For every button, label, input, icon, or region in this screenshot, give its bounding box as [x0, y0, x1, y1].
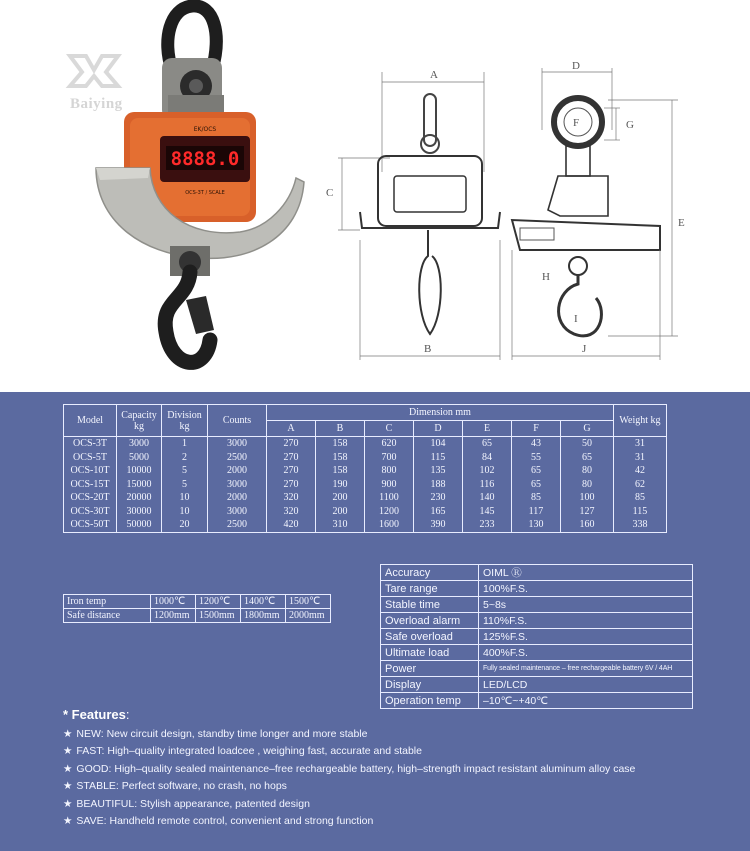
property-key: Operation temp: [381, 693, 479, 709]
table-cell: 116: [463, 478, 512, 492]
properties-table: [380, 564, 693, 709]
table-cell: 2: [162, 451, 208, 465]
dim-col-header: B: [316, 421, 365, 437]
iron-cell: 1800mm: [241, 609, 286, 623]
table-cell: 190: [316, 478, 365, 492]
dim-col-header: E: [463, 421, 512, 437]
table-cell: 338: [614, 518, 667, 532]
table-cell: 85: [614, 491, 667, 505]
property-value: 110%F.S.: [479, 613, 693, 629]
table-cell: 65: [512, 478, 561, 492]
table-cell: 85: [512, 491, 561, 505]
iron-cell: 1500℃: [286, 595, 331, 609]
table-cell: 50: [561, 437, 614, 451]
dim-label-b: B: [424, 343, 432, 355]
device-label-bottom: OCS-3T / SCALE: [185, 190, 225, 196]
property-row: [381, 581, 693, 597]
table-cell: 65: [512, 464, 561, 478]
table-cell: 200: [316, 505, 365, 519]
iron-cell: 1200mm: [151, 609, 196, 623]
table-cell: 188: [414, 478, 463, 492]
property-value: 400%F.S.: [479, 645, 693, 661]
property-row: [381, 693, 693, 709]
feature-text: High–quality integrated loadcee , weighing fast, accurate and stable: [107, 745, 422, 758]
star-icon: ★: [63, 745, 73, 758]
table-cell: 270: [267, 451, 316, 465]
feature-label: STABLE: [76, 780, 116, 793]
device-led-display: 8888.0: [170, 148, 240, 170]
table-cell: 20: [162, 518, 208, 532]
table-cell: OCS-20T: [64, 491, 117, 505]
iron-cell: 2000mm: [286, 609, 331, 623]
property-key: Tare range: [381, 581, 479, 597]
star-icon: ★: [63, 814, 73, 827]
table-cell: 1: [162, 437, 208, 451]
feature-text: Handheld remote control, convenient and strong function: [109, 814, 374, 827]
table-cell: OCS-3T: [64, 437, 117, 451]
table-cell: 50000: [117, 518, 162, 532]
table-row: [64, 505, 667, 519]
table-cell: 140: [463, 491, 512, 505]
table-cell: 62: [614, 478, 667, 492]
table-cell: 65: [463, 437, 512, 451]
table-cell: 2500: [208, 518, 267, 532]
feature-separator: :: [108, 762, 115, 775]
property-value: Fully sealed maintenance – free rechargeable battery 6V / 4AH: [479, 661, 693, 677]
table-cell: 270: [267, 464, 316, 478]
feature-separator: :: [134, 797, 141, 810]
property-value: 100%F.S.: [479, 581, 693, 597]
table-cell: 31: [614, 437, 667, 451]
crane-scale-photo: [0, 0, 320, 392]
col-counts: Counts: [208, 405, 267, 437]
star-icon: ★: [63, 797, 73, 810]
table-cell: 20000: [117, 491, 162, 505]
specification-panel: [0, 392, 750, 851]
table-cell: 310: [316, 518, 365, 532]
col-model: Model: [64, 405, 117, 437]
property-row: [381, 613, 693, 629]
table-cell: 233: [463, 518, 512, 532]
table-cell: 2000: [208, 464, 267, 478]
table-cell: 2000: [208, 491, 267, 505]
dim-col-header: G: [561, 421, 614, 437]
iron-cell: Iron temp: [64, 595, 151, 609]
dim-col-header: D: [414, 421, 463, 437]
table-cell: 5: [162, 464, 208, 478]
table-row: [64, 491, 667, 505]
iron-cell: 1200℃: [196, 595, 241, 609]
table-cell: 80: [561, 464, 614, 478]
property-key: Display: [381, 677, 479, 693]
device-label-top: EK/OCS: [193, 126, 217, 133]
table-cell: OCS-10T: [64, 464, 117, 478]
property-row: [381, 565, 693, 581]
table-cell: 30000: [117, 505, 162, 519]
property-key: Safe overload: [381, 629, 479, 645]
dim-label-h: H: [542, 271, 550, 283]
table-cell: 160: [561, 518, 614, 532]
side-view-diagram: [508, 60, 708, 360]
table-cell: 1100: [365, 491, 414, 505]
property-row: [381, 677, 693, 693]
table-cell: 620: [365, 437, 414, 451]
property-row: [381, 629, 693, 645]
dim-label-c: C: [326, 187, 334, 199]
table-cell: 1200: [365, 505, 414, 519]
feature-label: NEW: [76, 728, 101, 740]
feature-label: SAVE: [76, 814, 104, 827]
iron-cell: 1500mm: [196, 609, 241, 623]
property-value: 5~8s: [479, 597, 693, 613]
table-row: [64, 518, 667, 532]
iron-cell: Safe distance: [64, 609, 151, 623]
property-row: [381, 645, 693, 661]
dim-col-header: A: [267, 421, 316, 437]
table-cell: 100: [561, 491, 614, 505]
dim-label-i: I: [574, 313, 578, 325]
table-cell: 158: [316, 464, 365, 478]
feature-separator: :: [100, 728, 107, 740]
table-cell: 700: [365, 451, 414, 465]
iron-row: [64, 609, 331, 623]
spec-table-body: [64, 437, 667, 533]
star-icon: ★: [63, 762, 73, 775]
table-cell: 145: [463, 505, 512, 519]
table-cell: 117: [512, 505, 561, 519]
table-cell: 420: [267, 518, 316, 532]
watermark-text: Baiying: [70, 96, 123, 112]
table-cell: 31: [614, 451, 667, 465]
property-row: [381, 661, 693, 677]
property-value: OIML Ⓡ: [479, 565, 693, 581]
table-cell: 84: [463, 451, 512, 465]
feature-label: BEAUTIFUL: [76, 797, 135, 810]
property-key: Overload alarm: [381, 613, 479, 629]
property-key: Accuracy: [381, 565, 479, 581]
front-view-diagram: [320, 60, 510, 360]
table-cell: 900: [365, 478, 414, 492]
col-dimension: Dimension mm: [267, 405, 614, 421]
table-row: [64, 451, 667, 465]
table-cell: 320: [267, 505, 316, 519]
table-cell: 1600: [365, 518, 414, 532]
table-cell: 43: [512, 437, 561, 451]
table-cell: 102: [463, 464, 512, 478]
iron-temp-table: [63, 594, 331, 623]
dim-label-j: J: [582, 343, 587, 355]
table-cell: 3000: [117, 437, 162, 451]
table-cell: OCS-5T: [64, 451, 117, 465]
table-cell: 10: [162, 491, 208, 505]
feature-separator: :: [101, 745, 108, 758]
table-cell: 800: [365, 464, 414, 478]
table-row: [64, 478, 667, 492]
feature-label: GOOD: [76, 762, 109, 775]
star-icon: ★: [63, 780, 73, 793]
table-cell: 3000: [208, 505, 267, 519]
dim-label-d: D: [572, 60, 580, 72]
feature-text: New circuit design, standby time longer and more stable: [106, 728, 368, 740]
table-cell: OCS-30T: [64, 505, 117, 519]
star-icon: ★: [63, 728, 73, 740]
table-cell: 115: [414, 451, 463, 465]
feature-text: Stylish appearance, patented design: [140, 797, 310, 810]
feature-text: Perfect software, no crash, no hops: [121, 780, 287, 793]
table-cell: 158: [316, 437, 365, 451]
table-cell: OCS-50T: [64, 518, 117, 532]
dim-label-a: A: [430, 69, 438, 81]
iron-cell: 1000℃: [151, 595, 196, 609]
feature-item: [63, 726, 635, 743]
product-illustration-area: [0, 0, 750, 392]
iron-cell: 1400℃: [241, 595, 286, 609]
watermark-logo-icon: [64, 50, 144, 90]
table-cell: 10000: [117, 464, 162, 478]
feature-separator: :: [115, 780, 122, 793]
feature-text: High–quality sealed maintenance–free rechargeable battery, high–strength impact resistant aluminum alloy case: [114, 762, 636, 775]
feature-item: [63, 761, 635, 778]
features-title: * Features:: [63, 707, 130, 722]
table-cell: 10: [162, 505, 208, 519]
feature-separator: :: [103, 814, 110, 827]
table-cell: 3000: [208, 478, 267, 492]
table-cell: 3000: [208, 437, 267, 451]
feature-item: [63, 813, 635, 830]
iron-row: [64, 595, 331, 609]
table-cell: 320: [267, 491, 316, 505]
table-cell: 165: [414, 505, 463, 519]
table-cell: 65: [561, 451, 614, 465]
table-cell: 15000: [117, 478, 162, 492]
table-cell: 104: [414, 437, 463, 451]
col-division: Division kg: [162, 405, 208, 437]
table-cell: 230: [414, 491, 463, 505]
table-cell: 5: [162, 478, 208, 492]
dim-label-f: F: [573, 117, 580, 129]
table-row: [64, 437, 667, 451]
dim-label-e: E: [678, 217, 685, 229]
table-row: [64, 464, 667, 478]
table-cell: 55: [512, 451, 561, 465]
table-cell: 130: [512, 518, 561, 532]
feature-item: [63, 796, 635, 813]
table-cell: 42: [614, 464, 667, 478]
table-cell: 5000: [117, 451, 162, 465]
col-weight: Weight kg: [614, 405, 667, 437]
property-key: Stable time: [381, 597, 479, 613]
table-cell: OCS-15T: [64, 478, 117, 492]
property-value: 125%F.S.: [479, 629, 693, 645]
dim-col-header: C: [365, 421, 414, 437]
table-cell: 80: [561, 478, 614, 492]
feature-item: [63, 778, 635, 795]
property-key: Power: [381, 661, 479, 677]
property-key: Ultimate load: [381, 645, 479, 661]
spec-table: [63, 404, 667, 533]
col-capacity: Capacity kg: [117, 405, 162, 437]
table-cell: 270: [267, 437, 316, 451]
feature-item: [63, 743, 635, 760]
table-cell: 390: [414, 518, 463, 532]
table-cell: 2500: [208, 451, 267, 465]
feature-label: FAST: [76, 745, 102, 758]
table-cell: 158: [316, 451, 365, 465]
table-cell: 270: [267, 478, 316, 492]
dim-col-header: F: [512, 421, 561, 437]
table-cell: 200: [316, 491, 365, 505]
table-cell: 127: [561, 505, 614, 519]
spec-table-header-row: [64, 405, 667, 421]
property-row: [381, 597, 693, 613]
property-value: –10℃~+40℃: [479, 693, 693, 709]
features-list: [63, 726, 635, 830]
table-cell: 135: [414, 464, 463, 478]
property-value: LED/LCD: [479, 677, 693, 693]
table-cell: 115: [614, 505, 667, 519]
dim-label-g: G: [626, 119, 634, 131]
